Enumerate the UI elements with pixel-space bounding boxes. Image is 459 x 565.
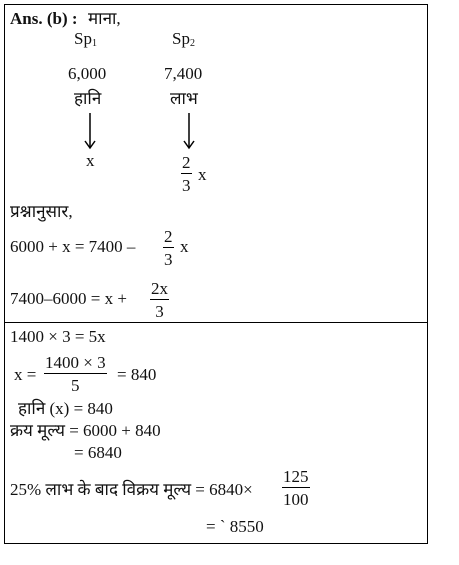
prashnanusar-label: प्रश्नानुसार,: [10, 202, 73, 221]
sp1-label: $Sp_1$: [74, 29, 97, 49]
sp1-amount: 6,000: [68, 64, 107, 83]
equation-1-var: x: [180, 237, 189, 256]
selling-price-fraction: 125 100: [283, 467, 309, 509]
down-arrow-icon: [183, 113, 195, 153]
down-arrow-icon: [84, 113, 96, 153]
bottom-line-1: 1400 × 3 = 5x: [10, 327, 106, 346]
answer-label: Ans. (b) :: [10, 9, 78, 28]
sp1-result: x: [86, 151, 95, 170]
sp2-coefficient-fraction: 2 3: [182, 153, 191, 195]
solution-top-box: [4, 4, 428, 324]
equation-1-fraction: 2 3: [164, 227, 173, 269]
x-value-rhs: = 840: [117, 365, 157, 384]
x-value-lhs: x =: [14, 365, 37, 384]
cost-price-line: क्रय मूल्य = 6000 + 840: [10, 421, 161, 440]
equation-2-fraction: 2x 3: [151, 279, 168, 321]
loss-line: हानि (x) = 840: [18, 399, 113, 418]
sp2-profit-label: लाभ: [170, 89, 198, 108]
sp2-amount: 7,400: [164, 64, 203, 83]
sp1-loss-label: हानि: [74, 89, 102, 108]
mana-text: माना,: [88, 9, 121, 28]
sp2-label: $Sp_2$: [172, 29, 195, 49]
selling-price-line: 25% लाभ के बाद विक्रय मूल्य = 6840×: [10, 480, 253, 499]
equation-1-lhs: 6000 + x = 7400 –: [10, 237, 136, 256]
cost-price-result: = 6840: [74, 443, 122, 462]
sp2-result-var: x: [198, 165, 207, 184]
x-value-fraction: 1400 × 3 5: [45, 353, 106, 395]
final-answer: = ` 8550: [206, 517, 264, 536]
equation-2-lhs: 7400–6000 = x +: [10, 289, 127, 308]
